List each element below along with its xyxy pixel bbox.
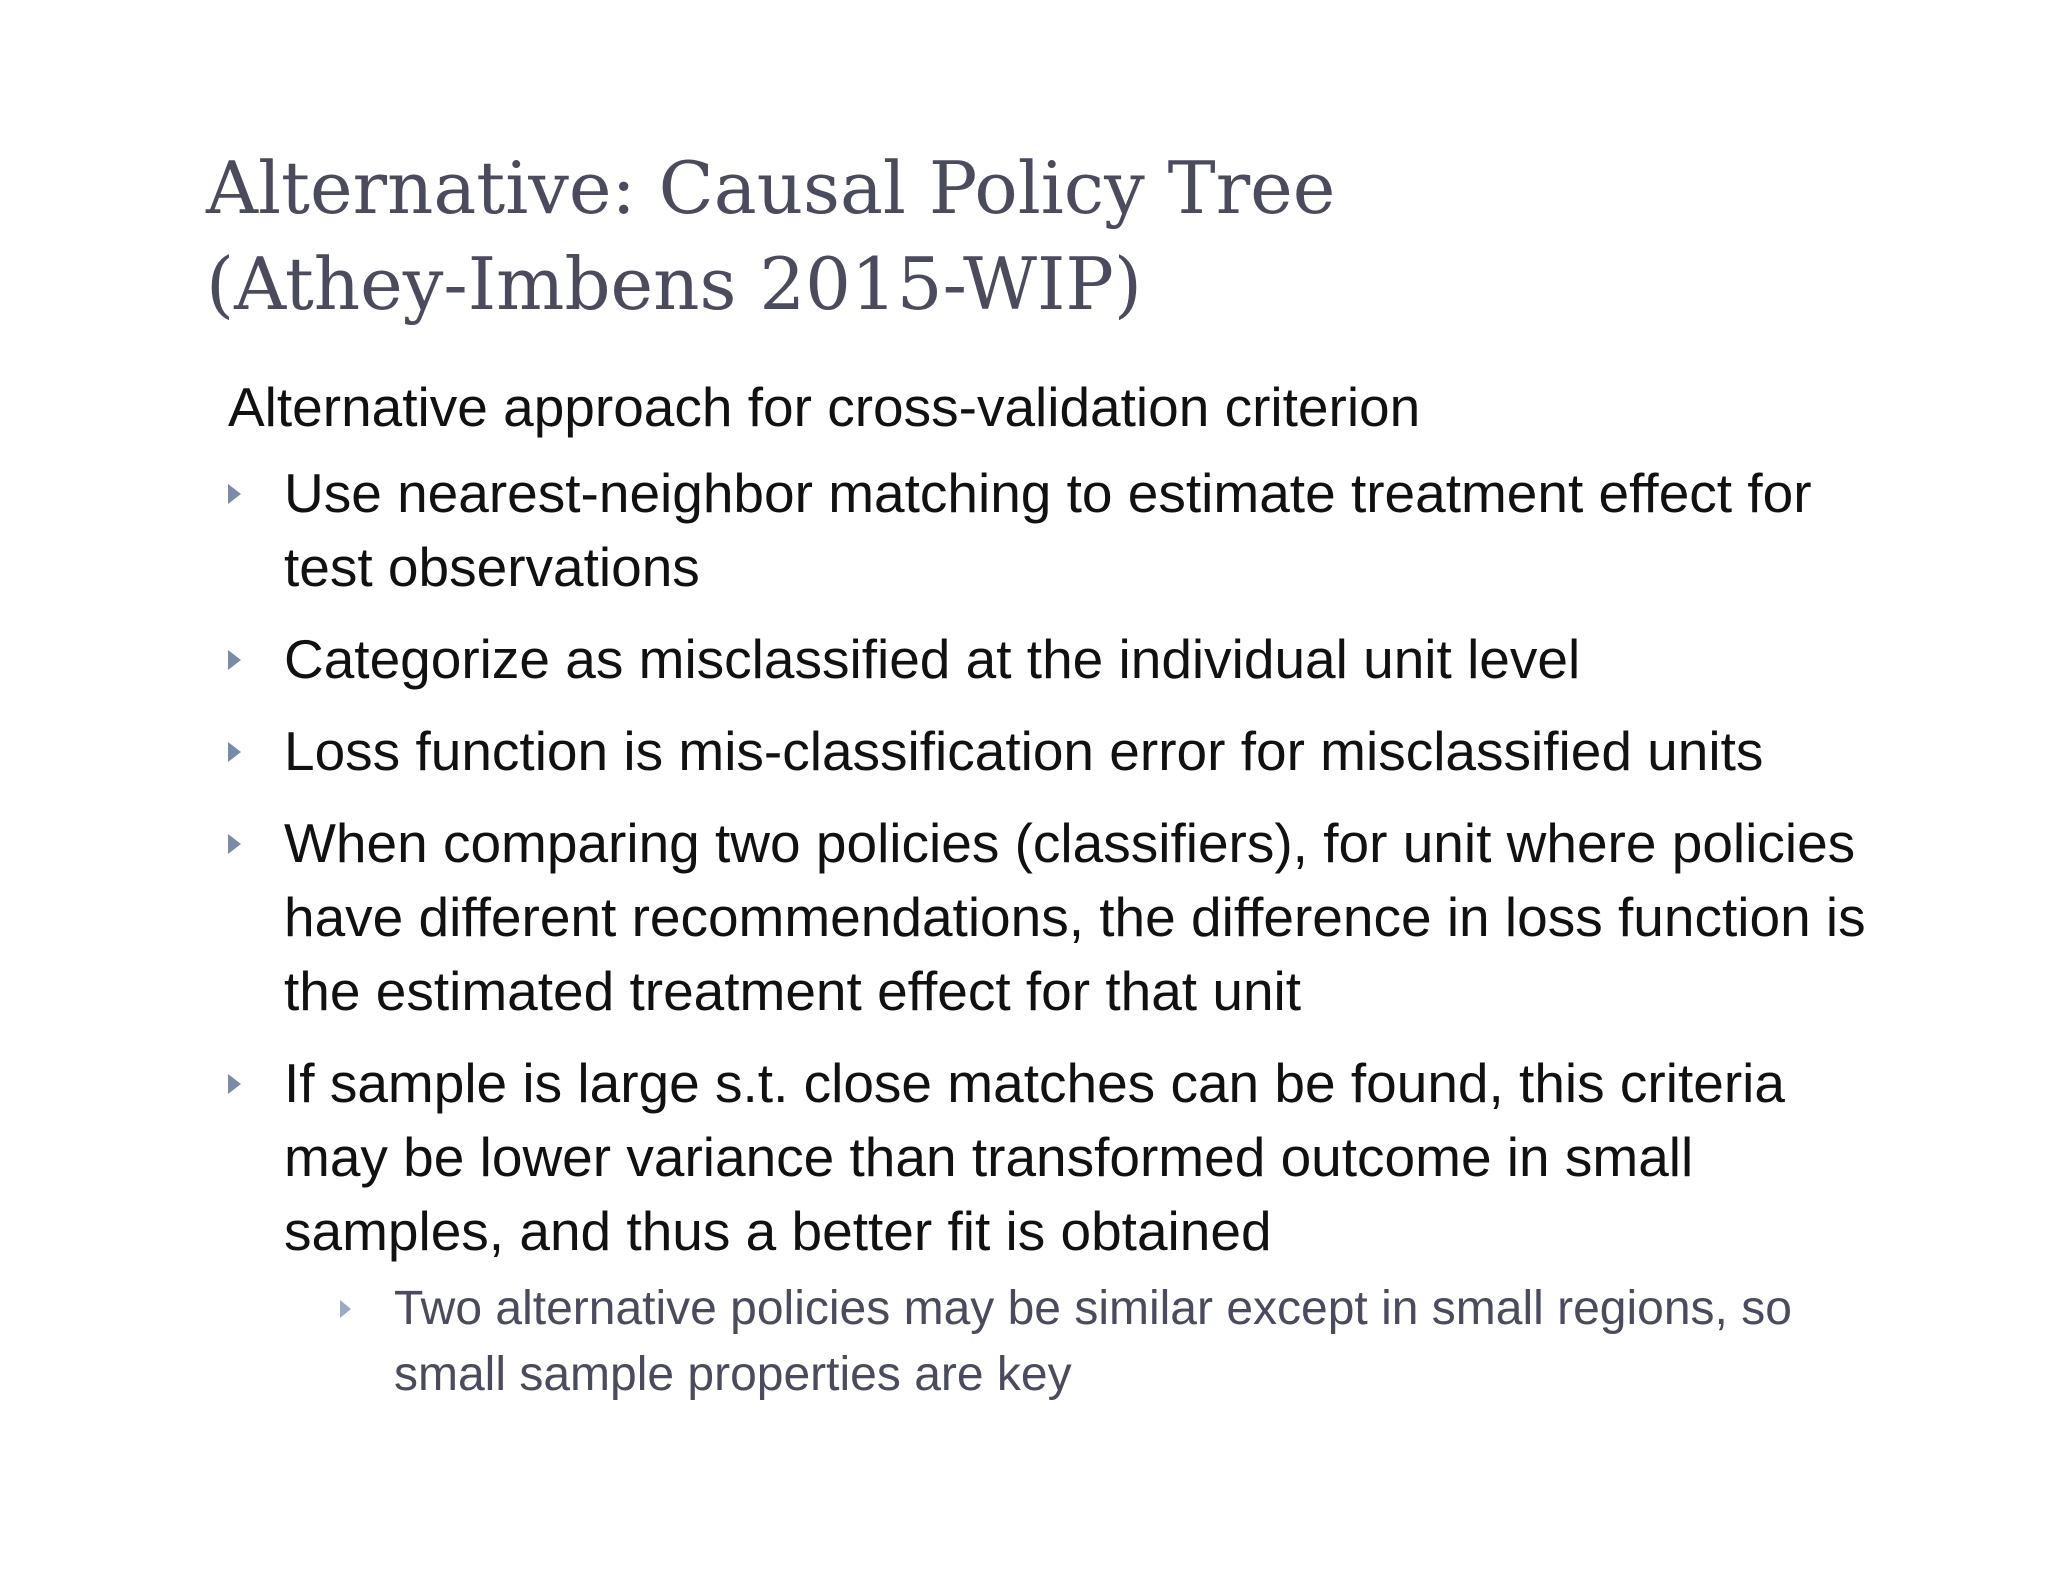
bullet-text: Categorize as misclassified at the individual unit level <box>284 628 1581 690</box>
sub-bullet-text: Two alternative policies may be similar except in small regions, so small sample properties are key <box>394 1282 1792 1401</box>
triangle-right-icon <box>340 1300 351 1318</box>
bullet-item <box>228 806 1868 1028</box>
sub-bullet-item <box>340 1276 1868 1408</box>
bullet-text: If sample is large s.t. close matches can be found, this criteria may be lower variance than transformed outcome in small samples, and thus a better fit is obtained <box>284 1052 1785 1262</box>
intro-text: Alternative approach for cross-validation criterion <box>228 376 1421 438</box>
triangle-right-icon <box>228 650 241 670</box>
bullet-item <box>228 1046 1868 1408</box>
slide-body <box>228 370 1868 1426</box>
bullet-item <box>228 456 1868 604</box>
title-line-1: Alternative: Causal Policy Tree <box>206 146 1336 230</box>
title-line-2: (Athey-Imbens 2015-WIP) <box>206 242 1142 326</box>
slide-title <box>206 140 1906 332</box>
triangle-right-icon <box>228 834 241 854</box>
bullet-text: Use nearest-neighbor matching to estimate treatment effect for test observations <box>284 462 1812 598</box>
triangle-right-icon <box>228 1074 241 1094</box>
bullet-text: Loss function is mis-classification error for misclassified units <box>284 720 1764 782</box>
triangle-right-icon <box>228 484 241 504</box>
bullet-list <box>228 456 1868 1408</box>
bullet-item <box>228 622 1868 696</box>
bullet-item <box>228 714 1868 788</box>
triangle-right-icon <box>228 742 241 762</box>
bullet-text: When comparing two policies (classifiers), for unit where policies have different recommendations, the difference in loss function is the estimated treatment effect for that unit <box>284 812 1866 1022</box>
